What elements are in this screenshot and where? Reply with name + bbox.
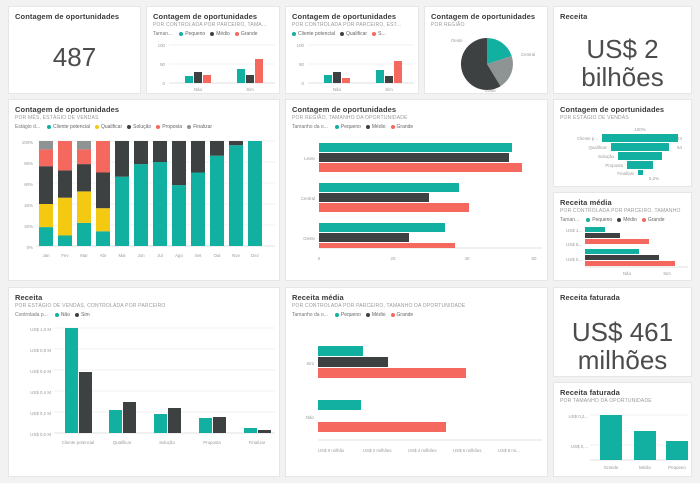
svg-text:100%: 100%	[21, 140, 33, 145]
svg-text:Sim: Sim	[385, 87, 393, 92]
bar-group-ago	[172, 141, 186, 246]
legend-label: Estágio d...	[15, 124, 41, 130]
svg-text:Abr: Abr	[99, 253, 107, 258]
legend-label: Tamanho da o...	[292, 312, 328, 318]
svg-text:100: 100	[296, 43, 304, 48]
legend-item[interactable]	[586, 217, 612, 223]
svg-text:Jan: Jan	[42, 253, 50, 258]
svg-text:US$ 2 milhões: US$ 2 milhões	[363, 448, 392, 453]
svg-text:US$ 0,2 M: US$ 0,2 M	[30, 411, 51, 416]
svg-text:Sim: Sim	[246, 87, 254, 92]
legend-swatch-icon	[642, 218, 646, 222]
legend-swatch-icon	[586, 218, 590, 222]
legend-swatch-icon	[366, 125, 370, 129]
svg-text:80%: 80%	[24, 161, 33, 166]
bar-group-sim	[318, 346, 466, 378]
legend-text: Grande	[647, 217, 665, 223]
legend-text: Médio	[216, 31, 230, 37]
legend-swatch-icon	[391, 125, 395, 129]
legend-item[interactable]	[75, 312, 90, 318]
legend-label: Taman...	[560, 217, 580, 223]
svg-text:0: 0	[301, 81, 304, 86]
chart-count-by-region-size[interactable]	[286, 130, 548, 270]
card-subtitle: POR CONTROLADA POR PARCEIRO, TAMA...	[153, 22, 267, 28]
bar-group-mar	[77, 141, 91, 246]
card-revenue-total	[553, 6, 692, 94]
svg-text:Jul: Jul	[157, 253, 163, 258]
card-subtitle: POR CONTROLADA POR PARCEIRO, TAMANHO DA OPORTUNIDADE	[292, 303, 466, 309]
svg-text:Grande: Grande	[603, 465, 619, 470]
pie-label-central: Central	[521, 52, 536, 57]
bar-group-jul	[153, 141, 167, 246]
bar-group-jan	[39, 141, 53, 246]
card-title: Receita	[560, 12, 588, 21]
bar-group-fev	[58, 141, 72, 246]
card-revenue-by-stage-partner	[8, 287, 280, 477]
svg-text:US$ 6 milhões: US$ 6 milhões	[453, 448, 482, 453]
funnel-label-3: Solução	[598, 154, 614, 159]
legend-swatch-icon	[179, 32, 183, 36]
bar-group-qualificar	[109, 402, 136, 433]
card-count-by-stage-funnel	[553, 99, 692, 187]
legend-text: Grande	[240, 31, 258, 37]
svg-text:50: 50	[160, 62, 165, 67]
svg-text:Cliente potencial: Cliente potencial	[61, 440, 95, 445]
svg-text:60: 60	[531, 256, 537, 261]
funnel-label-4: Proposta	[605, 163, 623, 168]
legend-swatch-icon	[47, 125, 51, 129]
svg-text:Dez: Dez	[251, 253, 259, 258]
legend-text: Pequeno	[340, 124, 361, 130]
svg-text:Não: Não	[305, 415, 314, 420]
legend-text: Médio	[623, 217, 637, 223]
legend-text: Pequeno	[340, 312, 361, 318]
legend-swatch-icon	[187, 125, 191, 129]
legend-text: Finalizar	[193, 124, 213, 130]
chart-count-by-month-stage[interactable]	[9, 130, 280, 270]
svg-text:40: 40	[464, 256, 470, 261]
svg-text:US$ 0,4 M: US$ 0,4 M	[30, 390, 51, 395]
legend-text: Solução	[133, 124, 152, 130]
legend-text: Médio	[371, 124, 386, 130]
bar-group-sim	[585, 249, 675, 266]
legend-text: Pequeno	[185, 31, 206, 37]
chart-revenue-by-stage-partner[interactable]	[9, 318, 280, 466]
legend-swatch-icon	[391, 313, 395, 317]
legend-item[interactable]	[642, 217, 665, 223]
chart-count-by-partner[interactable]	[147, 37, 280, 94]
legend-item[interactable]	[340, 31, 367, 37]
svg-text:40%: 40%	[24, 203, 33, 208]
legend-swatch-icon	[366, 313, 370, 317]
bar-group-cliente-potencial	[65, 328, 92, 433]
svg-text:US$ 0...: US$ 0...	[566, 257, 582, 262]
svg-text:US$ 4 milhões: US$ 4 milhões	[408, 448, 437, 453]
funnel-bar-3	[618, 152, 662, 160]
card-title: Receita média	[560, 198, 612, 207]
card-title: Contagem de oportunidades	[292, 12, 397, 21]
svg-text:Não: Não	[193, 87, 203, 92]
card-revenue-billed-by-size	[553, 382, 692, 477]
legend-text: Sim	[81, 312, 90, 318]
bar-group-dez	[248, 141, 262, 246]
card-subtitle: POR MÊS, ESTÁGIO DE VENDAS	[15, 115, 99, 121]
legend-item[interactable]	[210, 31, 230, 37]
funnel-bar-2	[611, 143, 669, 151]
legend-text: Qualificar	[100, 124, 123, 130]
svg-text:0%: 0%	[26, 245, 33, 250]
funnel-bar-1	[602, 134, 678, 142]
svg-text:20: 20	[390, 256, 396, 261]
card-title: Contagem de oportunidades	[15, 12, 120, 21]
card-subtitle: POR REGIÃO, TAMANHO DA OPORTUNIDADE	[292, 115, 408, 121]
legend-swatch-icon	[292, 32, 296, 36]
legend-text: Qualificar	[345, 31, 368, 37]
svg-text:Fev: Fev	[61, 253, 69, 258]
card-count-by-month-stage	[8, 99, 280, 281]
svg-text:Não: Não	[622, 271, 632, 276]
chart-count-by-region-pie[interactable]	[425, 28, 548, 94]
legend-item[interactable]	[391, 124, 414, 130]
card-title: Receita faturada	[560, 293, 620, 302]
funnel-bar-5	[638, 170, 643, 175]
legend-item[interactable]	[235, 31, 258, 37]
svg-text:Médio: Médio	[639, 465, 651, 470]
card-count-by-region-size	[285, 99, 548, 281]
legend-item[interactable]	[366, 312, 386, 318]
svg-text:Finalizar: Finalizar	[248, 440, 266, 445]
legend-swatch-icon	[340, 32, 344, 36]
legend-item[interactable]	[55, 312, 70, 318]
legend-swatch-icon	[55, 313, 59, 317]
legend-item[interactable]	[366, 124, 386, 130]
funnel-value-1: 74	[677, 136, 682, 141]
legend-swatch-icon	[335, 313, 339, 317]
svg-text:Jun: Jun	[137, 253, 145, 258]
svg-text:US$ 0,8 M: US$ 0,8 M	[30, 348, 51, 353]
card-subtitle: POR ESTÁGIO DE VENDAS, CONTROLADA POR PARCEIRO	[15, 303, 166, 309]
bar-group-jun	[134, 141, 148, 246]
legend-text: Grande	[396, 312, 414, 318]
funnel-label-5: Finalizar	[617, 171, 634, 176]
bar-group-nao	[318, 400, 446, 432]
bar-group-leste	[319, 143, 522, 172]
svg-text:Ago: Ago	[175, 253, 183, 258]
svg-text:US$ 0 milhão: US$ 0 milhão	[318, 448, 345, 453]
svg-text:Solução: Solução	[159, 440, 175, 445]
legend-text: Pequeno	[592, 217, 613, 223]
legend-item[interactable]	[335, 124, 361, 130]
svg-text:Out: Out	[213, 253, 221, 258]
chart-count-by-partner-stage[interactable]	[286, 37, 419, 94]
bar-group-nov	[229, 141, 243, 246]
bar-group-proposta	[199, 417, 226, 433]
chart-revenue-billed-by-size[interactable]	[554, 404, 692, 474]
legend-item[interactable]	[95, 124, 122, 130]
legend-swatch-icon	[210, 32, 214, 36]
kpi-value: US$ 461 milhões	[571, 317, 674, 375]
legend-item[interactable]	[179, 31, 205, 37]
kpi-value: 487	[52, 42, 97, 72]
pie-label-oeste: Oeste	[451, 38, 463, 43]
funnel-value-2: 54	[677, 145, 682, 150]
legend-text: Não	[60, 312, 70, 318]
svg-text:0: 0	[317, 256, 321, 261]
svg-text:Qualificar: Qualificar	[112, 440, 132, 445]
card-subtitle: POR ESTÁGIO DE VENDAS	[560, 115, 629, 121]
svg-text:Proposta: Proposta	[203, 440, 221, 445]
card-subtitle: POR TAMANHO DA OPORTUNIDADE	[560, 398, 652, 404]
bar-group-oeste	[319, 223, 455, 248]
legend-label: Controlada p...	[15, 312, 48, 318]
bar-group-out	[210, 141, 224, 246]
bar-group-central	[319, 183, 469, 212]
card-subtitle: POR CONTROLADA POR PARCEIRO, TAMANHO	[560, 208, 681, 214]
legend-label: Taman...	[153, 31, 173, 37]
svg-text:US$ 1,0 M: US$ 1,0 M	[30, 327, 51, 332]
svg-text:Leste: Leste	[304, 156, 315, 161]
card-title: Contagem de oportunidades	[560, 105, 665, 114]
svg-text:20%: 20%	[24, 224, 33, 229]
svg-text:Oeste: Oeste	[303, 236, 315, 241]
legend-item[interactable]	[335, 312, 361, 318]
legend-item[interactable]	[391, 312, 414, 318]
svg-text:Sim: Sim	[306, 361, 314, 366]
pie-label-leste: Leste	[485, 88, 496, 93]
legend-swatch-icon	[235, 32, 239, 36]
card-count-total	[8, 6, 141, 94]
legend-swatch-icon	[335, 125, 339, 129]
svg-text:Set: Set	[194, 253, 202, 258]
card-title: Contagem de oportunidades	[153, 12, 258, 21]
legend-swatch-icon	[75, 313, 79, 317]
svg-text:Mai: Mai	[118, 253, 126, 258]
card-avg-revenue-partner	[553, 192, 692, 281]
svg-text:US$ 8 mi...: US$ 8 mi...	[498, 448, 520, 453]
legend-text: Grande	[396, 124, 414, 130]
legend-swatch-icon	[95, 125, 99, 129]
card-title: Contagem de oportunidades	[292, 105, 397, 114]
legend-text: Cliente potencial	[53, 124, 90, 130]
svg-text:100%: 100%	[634, 127, 646, 132]
legend-item[interactable]	[187, 124, 212, 130]
svg-text:Nov: Nov	[232, 253, 240, 258]
card-subtitle: POR CONTROLADA POR PARCEIRO, EST...	[292, 22, 402, 28]
card-title: Receita	[15, 293, 43, 302]
svg-text:60%: 60%	[24, 182, 33, 187]
svg-text:Sim: Sim	[663, 271, 671, 276]
card-subtitle: POR REGIÃO	[431, 22, 465, 28]
svg-text:Não: Não	[332, 87, 342, 92]
bar-group-set	[191, 141, 205, 246]
card-title: Contagem de oportunidades	[431, 12, 536, 21]
bar-group-mai	[115, 141, 129, 246]
bar-group-abr	[96, 141, 110, 246]
svg-text:Central: Central	[300, 196, 315, 201]
card-count-by-partner	[146, 6, 280, 94]
svg-text:Mar: Mar	[80, 253, 88, 258]
svg-text:0: 0	[162, 81, 165, 86]
bar-grande	[600, 415, 622, 460]
svg-text:US$ 0,...: US$ 0,...	[570, 444, 588, 449]
card-title: Contagem de oportunidades	[15, 105, 120, 114]
legend-swatch-icon	[127, 125, 131, 129]
legend-swatch-icon	[372, 32, 376, 36]
card-revenue-billed	[553, 287, 692, 377]
svg-text:50: 50	[299, 62, 304, 67]
bar-pequeno	[666, 441, 688, 460]
funnel-label-1: Cliente p...	[577, 136, 598, 141]
funnel-bar-4	[627, 161, 653, 169]
legend-text: Proposta	[162, 124, 183, 130]
card-count-by-region	[424, 6, 548, 94]
svg-text:100: 100	[157, 43, 165, 48]
funnel-label-2: Qualificar	[588, 145, 607, 150]
chart-avg-revenue-partner[interactable]	[554, 223, 692, 279]
svg-text:Pequeno: Pequeno	[668, 465, 686, 470]
bar-medio	[634, 431, 656, 460]
legend-item[interactable]	[372, 31, 386, 37]
legend-item[interactable]	[617, 217, 637, 223]
bar-group-nao	[585, 227, 649, 244]
card-count-by-partner-stage	[285, 6, 419, 94]
svg-text:US$ 0,2...: US$ 0,2...	[568, 414, 588, 419]
svg-text:US$ 1...: US$ 1...	[566, 228, 582, 233]
legend-swatch-icon	[617, 218, 621, 222]
chart-funnel[interactable]	[554, 121, 692, 185]
svg-text:US$ 0,6 M: US$ 0,6 M	[30, 369, 51, 374]
card-avg-revenue-partner-size	[285, 287, 548, 477]
legend-text: Médio	[371, 312, 386, 318]
legend-item[interactable]	[292, 31, 335, 37]
kpi-value: US$ 2 bilhões	[581, 34, 664, 92]
svg-text:US$ 5...: US$ 5...	[566, 242, 582, 247]
chart-avg-revenue-partner-size[interactable]	[286, 318, 548, 466]
legend-label: Tamanho da o...	[292, 124, 328, 130]
card-title: Receita faturada	[560, 388, 620, 397]
card-title: Receita média	[292, 293, 344, 302]
legend-swatch-icon	[156, 125, 160, 129]
legend-item[interactable]	[127, 124, 151, 130]
funnel-value-5: 5,2%	[649, 176, 660, 181]
legend-item[interactable]	[47, 124, 90, 130]
bar-group-finalizar	[244, 428, 271, 433]
svg-text:US$ 0,0 M: US$ 0,0 M	[30, 432, 51, 437]
legend-text: Cliente potencial	[298, 31, 335, 37]
legend-item[interactable]	[156, 124, 182, 130]
legend-text: S...	[378, 31, 386, 37]
